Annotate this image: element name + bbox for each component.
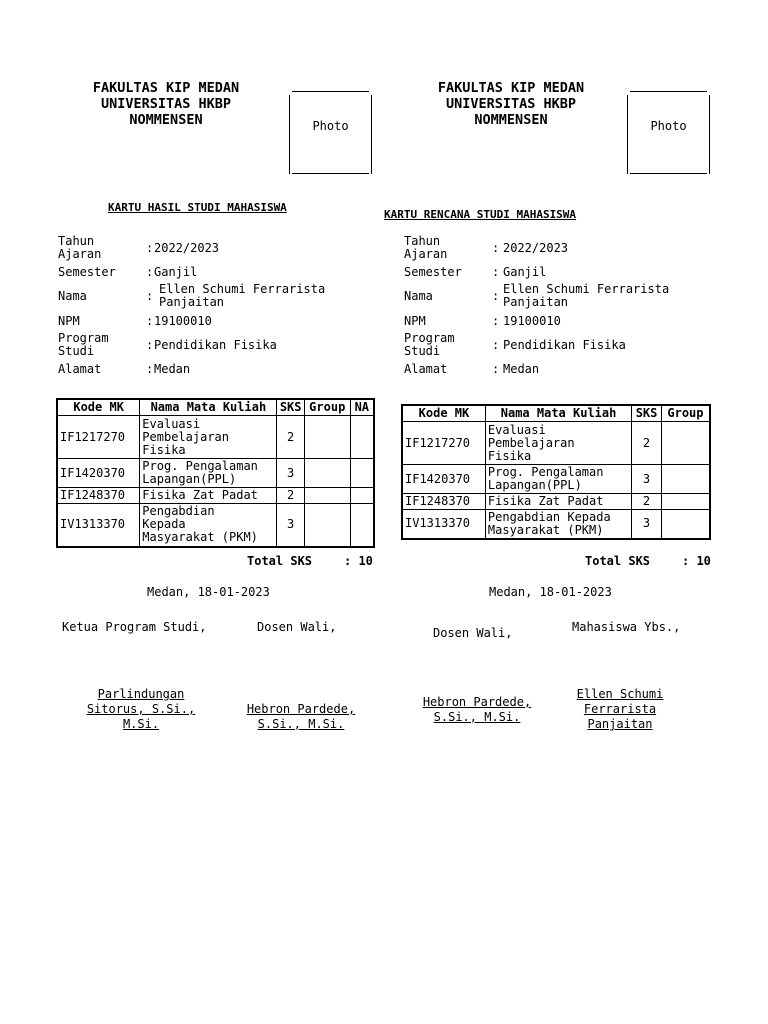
value-tahun-ajaran: 2022/2023 (154, 241, 220, 255)
group-cell (304, 504, 350, 547)
total-sks-label: Total SKS (585, 554, 651, 568)
separator: : (492, 265, 500, 279)
card-title: KARTU HASIL STUDI MAHASISWA (108, 201, 287, 214)
photo-box (627, 91, 710, 174)
group-cell (304, 416, 350, 459)
group-cell (304, 459, 350, 488)
column-header: SKS (632, 405, 662, 422)
total-sks-value: : 10 (682, 554, 711, 568)
header-line: UNIVERSITAS HKBP (445, 96, 577, 112)
kode-cell: IV1313370 (57, 504, 140, 547)
separator: : (492, 338, 500, 352)
value-npm: 19100010 (503, 314, 561, 328)
sks-cell: 2 (632, 422, 662, 465)
kode-cell: IF1217270 (57, 416, 140, 459)
group-cell (661, 465, 710, 494)
table-header-row (402, 405, 710, 422)
faculty-header (56, 80, 276, 128)
sks-cell: 2 (632, 494, 662, 510)
sks-cell: 2 (277, 488, 304, 504)
sks-cell: 3 (632, 510, 662, 539)
table-row (57, 504, 374, 547)
nama-cell: Pengabdian Kepada Masyarakat (PKM) (140, 504, 277, 547)
label-nama: Nama (58, 289, 87, 303)
sks-cell: 3 (277, 504, 304, 547)
separator: : (146, 362, 154, 376)
signatory-dosen-wali: Hebron Pardede, S.Si., M.Si. (246, 702, 356, 731)
header-line: FAKULTAS KIP MEDAN (437, 80, 585, 96)
role-dosen-wali: Dosen Wali, (433, 626, 513, 640)
column-header: NA (350, 399, 374, 416)
group-cell (304, 488, 350, 504)
label-nama: Nama (404, 289, 433, 303)
sks-cell: 2 (277, 416, 304, 459)
photo-label: Photo (650, 119, 687, 133)
separator: : (492, 241, 500, 255)
value-program-studi: Pendidikan Fisika (503, 338, 626, 352)
value-semester: Ganjil (503, 265, 547, 279)
faculty-header (398, 80, 624, 128)
signing-date: Medan, 18-01-2023 (489, 585, 612, 599)
column-header: Nama Mata Kuliah (140, 399, 277, 416)
total-sks-label: Total SKS (247, 554, 313, 568)
signatory-dosen-wali: Hebron Pardede, S.Si., M.Si. (422, 695, 532, 724)
nama-cell: Fisika Zat Padat (485, 494, 631, 510)
student-info (404, 235, 724, 385)
separator: : (146, 241, 154, 255)
separator: : (492, 314, 500, 328)
separator: : (146, 314, 154, 328)
value-npm: 19100010 (154, 314, 212, 328)
table-row (57, 416, 374, 459)
table-row (402, 422, 710, 465)
separator: : (146, 338, 154, 352)
label-alamat: Alamat (404, 362, 448, 376)
value-tahun-ajaran: 2022/2023 (503, 241, 569, 255)
role-dosen-wali: Dosen Wali, (257, 620, 337, 634)
kode-cell: IF1420370 (57, 459, 140, 488)
header-line: NOMMENSEN (474, 112, 548, 128)
kode-cell: IF1217270 (402, 422, 485, 465)
table-row (402, 465, 710, 494)
separator: : (146, 265, 154, 279)
kode-cell: IF1248370 (402, 494, 485, 510)
value-alamat: Medan (154, 362, 191, 376)
header-line: UNIVERSITAS HKBP (100, 96, 232, 112)
column-header: Group (661, 405, 710, 422)
kode-cell: IF1248370 (57, 488, 140, 504)
table-row (57, 488, 374, 504)
separator: : (492, 289, 500, 303)
value-alamat: Medan (503, 362, 540, 376)
table-header-row (57, 399, 374, 416)
value-nama: Ellen Schumi Ferrarista Panjaitan (503, 282, 670, 309)
column-header: Group (304, 399, 350, 416)
kode-cell: IV1313370 (402, 510, 485, 539)
nama-cell: Evaluasi Pembelajaran Fisika (140, 416, 277, 459)
table-row (402, 510, 710, 539)
nama-cell: Prog. Pengalaman Lapangan(PPL) (140, 459, 277, 488)
label-semester: Semester (404, 265, 462, 279)
table-row (402, 494, 710, 510)
group-cell (661, 494, 710, 510)
value-semester: Ganjil (154, 265, 198, 279)
label-npm: NPM (404, 314, 426, 328)
group-cell (661, 422, 710, 465)
sks-cell: 3 (632, 465, 662, 494)
nama-cell: Fisika Zat Padat (140, 488, 277, 504)
nama-cell: Pengabdian Kepada Masyarakat (PKM) (485, 510, 631, 539)
nama-cell: Prog. Pengalaman Lapangan(PPL) (485, 465, 631, 494)
signatory-ketua-prodi: Parlindungan Sitorus, S.Si., M.Si. (86, 687, 196, 731)
role-mahasiswa: Mahasiswa Ybs., (572, 620, 681, 634)
signatory-mahasiswa: Ellen Schumi Ferrarista Panjaitan (576, 687, 664, 731)
label-tahun-ajaran: Tahun Ajaran (58, 234, 102, 261)
label-program-studi: Program Studi (58, 331, 109, 358)
na-cell (350, 416, 374, 459)
value-nama: Ellen Schumi Ferrarista Panjaitan (159, 282, 326, 309)
label-semester: Semester (58, 265, 116, 279)
header-line: NOMMENSEN (129, 112, 203, 128)
photo-label: Photo (312, 119, 349, 133)
card-title: KARTU RENCANA STUDI MAHASISWA (384, 208, 577, 221)
photo-box (289, 91, 372, 174)
course-table (56, 398, 375, 548)
sks-cell: 3 (277, 459, 304, 488)
nama-cell: Evaluasi Pembelajaran Fisika (485, 422, 631, 465)
table-row (57, 459, 374, 488)
label-npm: NPM (58, 314, 80, 328)
label-alamat: Alamat (58, 362, 102, 376)
role-ketua-prodi: Ketua Program Studi, (62, 620, 207, 634)
group-cell (661, 510, 710, 539)
separator: : (146, 289, 154, 303)
value-program-studi: Pendidikan Fisika (154, 338, 277, 352)
signing-date: Medan, 18-01-2023 (147, 585, 270, 599)
column-header: Kode MK (57, 399, 140, 416)
total-sks-value: : 10 (344, 554, 373, 568)
column-header: SKS (277, 399, 304, 416)
na-cell (350, 459, 374, 488)
header-line: FAKULTAS KIP MEDAN (92, 80, 240, 96)
label-program-studi: Program Studi (404, 331, 455, 358)
column-header: Nama Mata Kuliah (485, 405, 631, 422)
column-header: Kode MK (402, 405, 485, 422)
course-table (401, 404, 711, 540)
na-cell (350, 504, 374, 547)
separator: : (492, 362, 500, 376)
kode-cell: IF1420370 (402, 465, 485, 494)
label-tahun-ajaran: Tahun Ajaran (404, 234, 448, 261)
student-info (58, 235, 358, 385)
na-cell (350, 488, 374, 504)
